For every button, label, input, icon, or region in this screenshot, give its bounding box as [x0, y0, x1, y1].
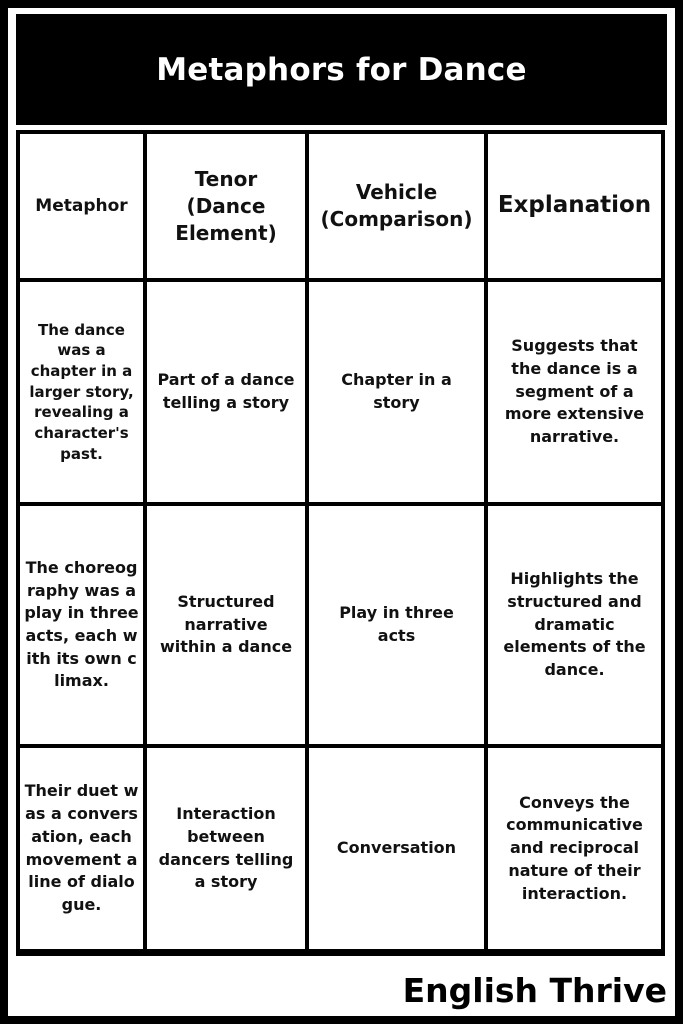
row-1-vehicle: Chapter in a story [309, 282, 484, 502]
row-2-explanation: Highlights the structured and dramatic elements of the dance. [488, 506, 661, 744]
row-1-explanation: Suggests that the dance is a segment of a more extensive narrative. [488, 282, 661, 502]
brand-footer: English Thrive [402, 971, 667, 1010]
title-bar [16, 14, 667, 125]
header-explanation: Explanation [488, 134, 661, 278]
row-3-vehicle: Conversation [309, 748, 484, 949]
row-1-metaphor: The dance was a chapter in a larger story, revealing a character's past. [20, 282, 143, 502]
row-2-tenor: Structured narrative within a dance [147, 506, 305, 744]
row-2-vehicle: Play in three acts [309, 506, 484, 744]
row-2-metaphor: The choreography was a play in three acts, each with its own climax. [20, 506, 143, 744]
header-vehicle: Vehicle (Comparison) [309, 134, 484, 278]
page-title: Metaphors for Dance [156, 51, 527, 88]
row-3-explanation: Conveys the communicative and reciprocal nature of their interaction. [488, 748, 661, 949]
metaphor-table [16, 130, 665, 956]
row-3-tenor: Interaction between dancers telling a story [147, 748, 305, 949]
row-1-tenor: Part of a dance telling a story [147, 282, 305, 502]
row-3-metaphor: Their duet was a conversation, each movement a line of dialogue. [20, 748, 143, 949]
header-tenor: Tenor (Dance Element) [147, 134, 305, 278]
header-metaphor: Metaphor [20, 134, 143, 278]
